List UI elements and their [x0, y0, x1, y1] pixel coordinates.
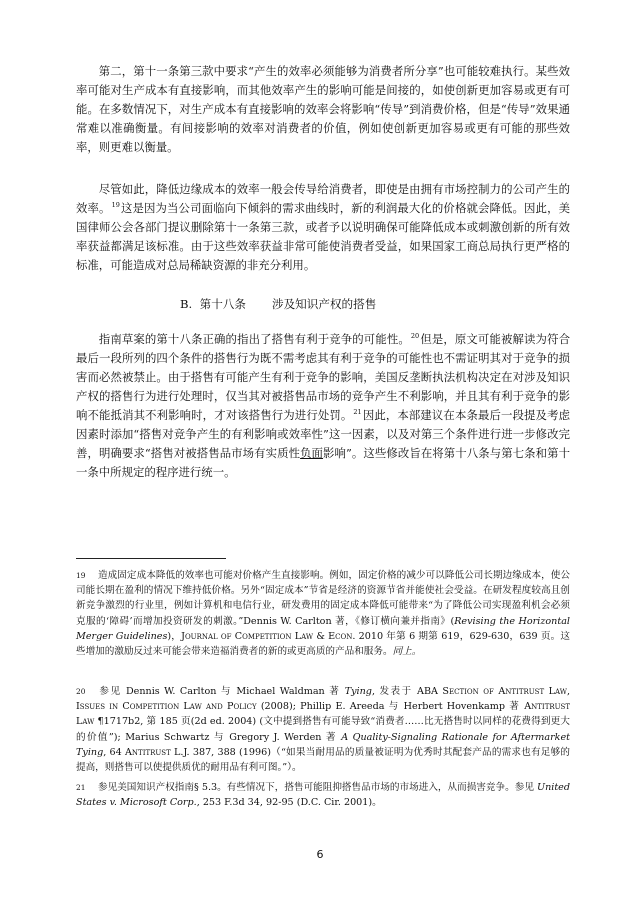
footnote-text: , 64 [103, 746, 125, 758]
footnote-ref-19[interactable]: 19 [111, 201, 120, 210]
footnote-journal: Journal of Competition Law & Econ. [181, 630, 356, 642]
footnote-separator [76, 558, 226, 559]
section-heading [180, 296, 376, 312]
text-run: 指南草案的第十八条正确的指出了搭售有利于竞争的可能性。 [98, 332, 410, 346]
footnote-case-name: United States v. Microsoft Corp. [76, 782, 570, 809]
footnote-number: 21 [76, 783, 86, 792]
footnote-text: ¶1717b2, 第 185 页(2d ed. 2004) (文中提到搭售有可能导致“消费者……比无搭售时以同样的花费得到更大的价值”); Marius Schwartz 与 Gregory J. Werden 著 [76, 716, 570, 743]
section-article: 第十八条 [199, 297, 246, 311]
footnote-text: L.J. 387, 388 (1996)（“如果当耐用品的质量被证明为优秀时其配套产品的需求也有足够的提高，则搭售可以使提供质优的耐用品有利可图。”）。 [76, 746, 570, 774]
paragraph-text: 第二，第十一条第三款中要求“产生的效率必须能够为消费者所分享”也可能较难执行。某些效率可能对生产成本有直接影响，而其他效率产生的影响可能是间接的，如使创新更加容易或更有可能。在多数情况下，对生产成本有直接影响的效率会将影响“传导”到消费价格，但是“传导”效果通常难以准确衡量。有间接影响的效率对消费者的价值，例如使创新更加容易或更有可能的那些效率，则更难以衡量。 [76, 64, 570, 154]
paragraph-marginal-cost [76, 180, 570, 275]
section-letter: B. [180, 297, 193, 311]
footnote-cited-title: Tying [344, 686, 372, 697]
footnote-text: 参见 Dennis W. Carlton 与 Michael Waldman 著 [98, 686, 345, 697]
footnote-number: 20 [76, 687, 86, 696]
footnote-text: )， [167, 630, 182, 642]
text-run: 影响”。这些修改旨在将第十八条与第七条和第十一条中所规定的程序进行统一。 [76, 446, 570, 479]
page-number: 6 [316, 848, 324, 861]
text-run: 尽管如此，降低边缘成本的效率一般会传导给消费者，即使是由拥有市场控制力的公司产生的效率。 [76, 182, 570, 215]
footnote-cited-title: A Quality-Signaling Rationale for Aftermarket Tying [76, 731, 571, 758]
footnote-ref-21[interactable]: 21 [353, 408, 362, 417]
underlined-text: 负面 [300, 446, 324, 460]
footnote-text: 参见美国知识产权指南§ 5.3。有些情况下，搭售可能阻抑搭售品市场的市场进入，从而损害竞争。参见 [98, 782, 537, 793]
footnote-21 [76, 780, 570, 810]
footnote-19 [76, 568, 570, 659]
footnote-ref-20[interactable]: 20 [410, 332, 420, 341]
footnote-number: 19 [76, 571, 86, 580]
footnote-20 [76, 684, 570, 775]
paragraph-efficiency-sharing [76, 62, 570, 157]
footnote-publication: Antitrust Law [76, 701, 570, 728]
text-run: 但是，原文可能被解读为符合最后一段所列的四个条件的搭售行为既不需考虑其有利于竞争的可能性也不需证明其对于竞争的损害而必然被禁止。由于搭售有可能产生有利于竞争的影响，美国反垄断执法机构决定在对涉及知识产权的搭售行为进行处理时，仅当其对被搭售品市场的竞争产生不利影响，并且其有利于竞争的影响不能抵消其不利影响时，才对该搭售行为进行处罚。 [76, 332, 570, 422]
footnote-text: 2010 年第 6 期第 619，629-630，639 页。这些增加的激励反过来可能会带来造福消费者的新的或更高质的产品和服务。 [76, 630, 571, 658]
paragraph-text [76, 180, 570, 275]
footnote-cited-title: Revising the Horizontal Merger Guidelines [76, 615, 570, 642]
text-run: 因此，本部建议在本条最后一段提及考虑因素时添加“搭售对竞争产生的有利影响或效率性”这一因素，以及对第三个条件进行进一步修改完善，明确要求“搭售对被搭售品市场有实质性 [76, 408, 570, 460]
section-number [180, 296, 246, 312]
footnote-text: 造成固定成本降低的效率也可能对价格产生直接影响。例如，固定价格的减少可以降低公司长期边缘成本，使公司能长期在盈利的情况下维持低价格。另外“固定成本”节省是经济的资源节省并能使社会受益。在研发程度较高且创新竞争激烈的行业里，例如计算机和电信行业，研发费用的固定成本降低可能带来“为了降低公司实现盈利机会必须克服的‘障碍’而增加投资研发的刺激。”Dennis W. Carlton 著，《修订横向兼并指南》( [76, 570, 570, 627]
section-title: 涉及知识产权的搭售 [271, 297, 377, 311]
footnote-text: , 253 F.3d 34, 92-95 (D.C. Cir. 2001)。 [196, 797, 382, 809]
footnote-text: , 发表于 [371, 686, 418, 697]
footnote-journal: Antitrust [124, 746, 171, 758]
footnote-publication: ABA Section of Antitrust Law, Issues in Competition Law and Policy [76, 686, 570, 713]
paragraph-tying [76, 330, 570, 482]
footnote-text: (2008); Phillip E. Areeda 与 Herbert Hovenkamp 著 [256, 701, 525, 713]
paragraph-text [76, 330, 570, 482]
footnote-ibid: 同上。 [392, 646, 422, 658]
text-run: 这是因为当公司面临向下倾斜的需求曲线时，新的利润最大化的价格就会降低。因此，美国律师公会各部门提议删除第十一条第三款，或者予以说明确保可能降低成本或刺激创新的所有效率获益都满足该标准。由于这些效率获益非常可能使消费者受益，如果国家工商总局执行更严格的标准，可能造成对总局稀缺资源的非充分利用。 [76, 201, 570, 272]
